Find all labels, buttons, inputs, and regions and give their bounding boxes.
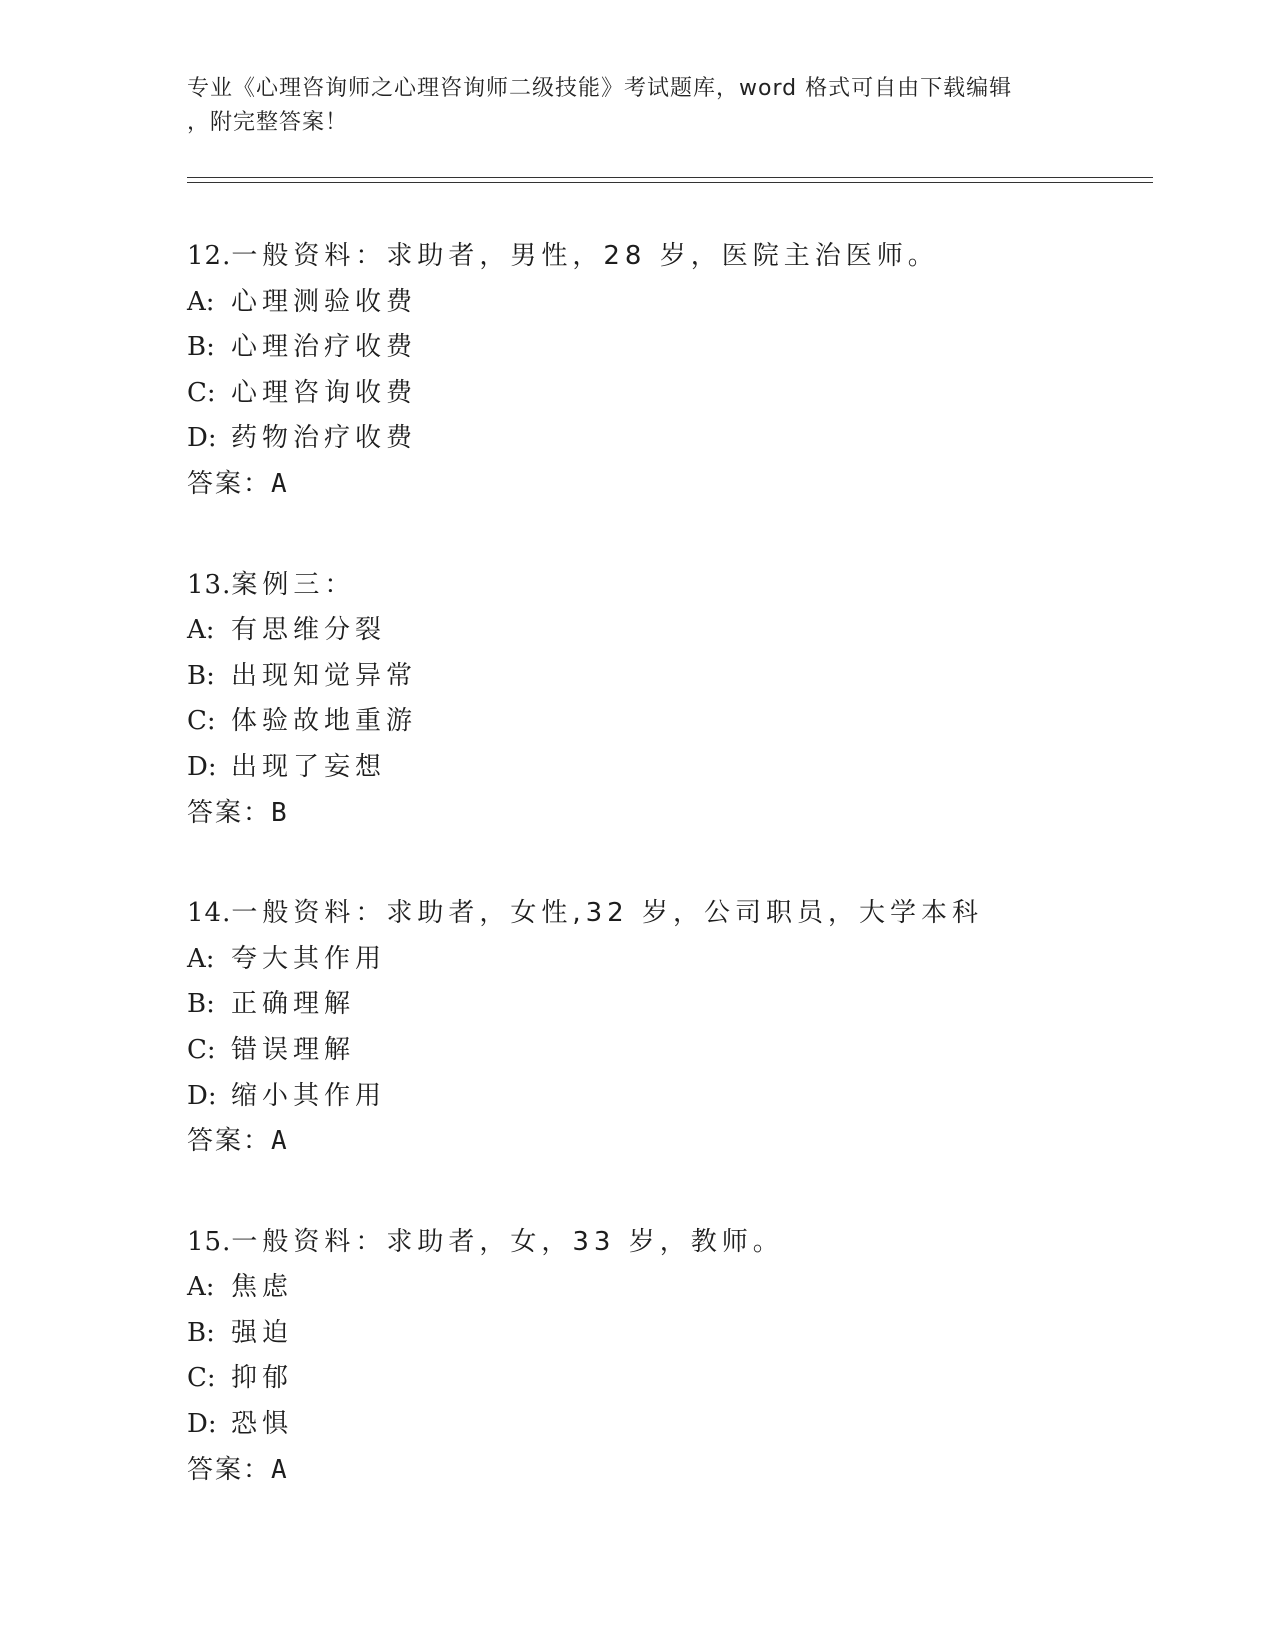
option-letter: C: (187, 706, 216, 737)
question-stem (187, 234, 1167, 280)
answer-label: 答案： (187, 1126, 272, 1157)
question-12 (187, 234, 1167, 508)
question-stem (187, 563, 1167, 609)
header-line-1: 专业《心理咨询师之心理咨询师二级技能》考试题库，word 格式可自由下载编辑 (187, 76, 1013, 101)
answer-value: A (271, 1126, 287, 1157)
question-number: 13. (187, 569, 232, 600)
option-letter: C: (187, 1034, 216, 1065)
option-b (187, 982, 1167, 1028)
option-a (187, 1265, 1167, 1311)
header-rule-top (187, 177, 1153, 178)
option-a (187, 280, 1167, 326)
option-d (187, 416, 1167, 462)
answer-label: 答案： (187, 1454, 272, 1485)
question-number: 12. (187, 241, 232, 271)
option-letter: A: (187, 615, 215, 646)
question-text: 一般资料：求助者，女，33 岁，教师。 (231, 1226, 784, 1257)
option-text: 出现知觉异常 (231, 660, 418, 691)
question-text: 案例三： (231, 569, 356, 600)
option-a (187, 937, 1167, 983)
option-letter: B: (187, 989, 215, 1020)
option-d (187, 1074, 1167, 1120)
option-letter: A: (187, 1272, 215, 1303)
option-c (187, 1356, 1167, 1402)
option-letter: D: (187, 1409, 217, 1440)
answer-line (187, 1448, 1167, 1494)
answer-line (187, 791, 1167, 837)
option-letter: B: (187, 660, 215, 691)
option-letter: B: (187, 332, 215, 363)
question-14 (187, 891, 1167, 1165)
option-b (187, 325, 1167, 371)
answer-value: B (271, 797, 287, 828)
option-text: 缩小其作用 (231, 1080, 387, 1111)
option-text: 夸大其作用 (231, 943, 387, 974)
option-text: 错误理解 (231, 1034, 356, 1065)
answer-line (187, 1119, 1167, 1165)
option-d (187, 745, 1167, 791)
question-text: 一般资料：求助者，女性,32 岁，公司职员，大学本科 (231, 898, 983, 929)
option-text: 心理咨询收费 (231, 377, 418, 408)
option-b (187, 654, 1167, 700)
answer-label: 答案： (187, 797, 272, 828)
option-text: 体验故地重游 (231, 706, 418, 737)
option-c (187, 699, 1167, 745)
option-letter: D: (187, 423, 217, 454)
option-text: 恐惧 (231, 1409, 294, 1440)
option-text: 药物治疗收费 (231, 423, 418, 454)
option-letter: A: (187, 286, 215, 317)
option-text: 心理测验收费 (231, 286, 418, 317)
option-text: 出现了妄想 (231, 751, 387, 782)
option-letter: B: (187, 1317, 215, 1348)
answer-label: 答案： (187, 468, 272, 499)
question-15 (187, 1220, 1167, 1494)
question-stem (187, 1220, 1167, 1266)
option-text: 正确理解 (231, 989, 356, 1020)
option-b (187, 1311, 1167, 1357)
answer-value: A (271, 1454, 287, 1485)
question-13 (187, 563, 1167, 837)
option-a (187, 608, 1167, 654)
header-line-2: ，附完整答案！ (187, 110, 349, 135)
header-rule-bottom (187, 182, 1153, 183)
option-c (187, 371, 1167, 417)
option-text: 有思维分裂 (231, 615, 387, 646)
option-letter: A: (187, 943, 215, 974)
option-d (187, 1402, 1167, 1448)
question-number: 14. (187, 898, 232, 929)
option-letter: D: (187, 751, 217, 782)
option-text: 心理治疗收费 (231, 332, 418, 363)
answer-line (187, 462, 1167, 508)
option-text: 焦虑 (231, 1272, 294, 1303)
option-c (187, 1028, 1167, 1074)
option-text: 强迫 (231, 1317, 294, 1348)
option-text: 抑郁 (231, 1363, 294, 1394)
answer-value: A (271, 468, 287, 499)
question-stem (187, 891, 1167, 937)
question-list (187, 234, 1167, 1548)
question-number: 15. (187, 1226, 232, 1257)
option-letter: C: (187, 1363, 216, 1394)
option-letter: D: (187, 1080, 217, 1111)
option-letter: C: (187, 377, 216, 408)
document-header (187, 72, 1087, 140)
question-text: 一般资料：求助者，男性，28 岁，医院主治医师。 (231, 241, 939, 271)
